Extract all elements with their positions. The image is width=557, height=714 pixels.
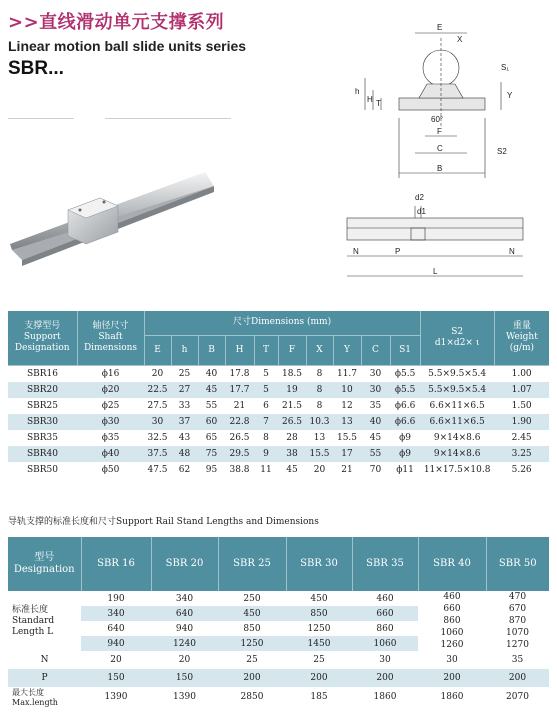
table-cell: ϕ6.6: [390, 414, 420, 430]
table-row: [8, 398, 549, 414]
dim-head: F: [278, 335, 306, 365]
svg-text:d1: d1: [417, 207, 426, 216]
svg-text:H: H: [367, 95, 373, 104]
table-cell: 17.7: [225, 382, 254, 398]
table-row: [8, 687, 549, 707]
table-cell: 860: [376, 623, 394, 634]
table-cell: 65: [205, 432, 218, 443]
table-cell: 190: [107, 593, 125, 604]
table-cell: SBR16: [26, 368, 58, 379]
table-cell: 45: [369, 432, 382, 443]
table-cell: 27.5: [147, 400, 168, 411]
table-cell: 35: [369, 400, 382, 411]
table-cell: 185: [310, 692, 328, 702]
table-cell: ϕ5.5: [394, 368, 416, 379]
table-cell: 43: [178, 432, 191, 443]
series-code: SBR...: [8, 58, 64, 79]
table-cell: 15.5: [306, 446, 333, 462]
table-cell: 1.90: [494, 414, 549, 430]
table-cell: 2070: [506, 692, 529, 702]
table-cell: 660: [352, 606, 418, 621]
svg-text:T: T: [376, 99, 381, 108]
table-row: [8, 591, 549, 606]
length-value: 470: [508, 592, 527, 602]
table-cell: 13: [313, 432, 326, 443]
table-cell: 8: [316, 400, 323, 411]
table-row: [8, 382, 549, 398]
table-cell: 21.5: [281, 400, 303, 411]
table-row: [8, 365, 549, 382]
table-cell: ϕ50: [101, 464, 120, 475]
sbr40-lengths: [418, 591, 486, 651]
table-cell: 27: [171, 382, 198, 398]
table-cell: 8: [306, 382, 333, 398]
side-view-drawing: [345, 192, 545, 284]
rail-length-table: [8, 537, 549, 707]
table-cell: 5: [254, 382, 278, 398]
svg-text:B: B: [437, 164, 443, 173]
table-cell: 340: [81, 606, 151, 621]
table-cell: 640: [107, 623, 125, 634]
table-cell: 95: [205, 464, 218, 475]
table-cell: 55: [205, 400, 218, 411]
table-cell: 1240: [151, 636, 218, 651]
svg-text:F: F: [437, 127, 442, 136]
table-cell: 5.5×9.5×5.4: [420, 382, 494, 398]
table-cell: 38.8: [229, 464, 250, 475]
table-cell: 13: [333, 414, 361, 430]
table-cell: 20: [151, 368, 164, 379]
svg-text:h: h: [355, 87, 360, 96]
table-cell: 11: [260, 464, 272, 475]
table-cell: 1450: [286, 636, 352, 651]
col-designation: 型号 Designation: [8, 537, 81, 591]
svg-text:E: E: [437, 23, 443, 32]
table-cell: 640: [151, 606, 218, 621]
dim-head: h: [171, 335, 198, 365]
table-cell: SBR35: [26, 432, 58, 443]
table-cell: 55: [361, 446, 390, 462]
col-shaft: 轴径尺寸 Shaft Dimensions: [77, 311, 144, 365]
page-title-en: Linear motion ball slide units series: [8, 38, 247, 54]
table-cell: ϕ25: [101, 400, 120, 411]
table-cell: 6.6×11×6.5: [420, 414, 494, 430]
table-row: [8, 446, 549, 462]
table-cell: 200: [486, 669, 549, 687]
table-cell: 9×14×8.6: [420, 446, 494, 462]
cross-section-drawing: [345, 18, 545, 190]
model-head: SBR 40: [418, 537, 486, 591]
table-cell: 30: [379, 655, 391, 665]
table-cell: 17: [333, 446, 361, 462]
table-cell: 1390: [104, 692, 128, 702]
table-cell: 9: [254, 446, 278, 462]
dim-head: C: [361, 335, 390, 365]
length-value: 860: [443, 616, 461, 626]
table-cell: 10.3: [306, 414, 333, 430]
table-cell: 450: [310, 593, 328, 604]
svg-text:d2: d2: [415, 193, 424, 202]
table-cell: 11×17.5×10.8: [423, 464, 491, 475]
table-cell: 5.5×9.5×5.4: [428, 368, 487, 379]
table-cell: 35: [511, 655, 524, 665]
svg-text:Y: Y: [507, 91, 513, 100]
length-value: 460: [443, 592, 461, 602]
dim-head: T: [254, 335, 278, 365]
table-cell: 5: [263, 368, 269, 379]
svg-text:60°: 60°: [431, 115, 444, 124]
table-cell: 25: [178, 368, 191, 379]
table-cell: ϕ11: [396, 464, 414, 475]
table-cell: 1250: [218, 636, 286, 651]
table-cell: ϕ5.5: [390, 382, 420, 398]
spec-table-body: [8, 365, 549, 478]
table-cell: 200: [352, 669, 418, 687]
table-cell: 20: [313, 464, 326, 475]
table-cell: ϕ9: [390, 446, 420, 462]
dim-head: Y: [333, 335, 361, 365]
table-cell: 30: [369, 368, 382, 379]
table-cell: 460: [376, 593, 394, 604]
table-cell: ϕ16: [101, 368, 120, 379]
table-cell: 38: [278, 446, 306, 462]
dim-head: S1: [390, 335, 420, 365]
table-cell: 22.5: [144, 382, 171, 398]
table-cell: 15.5: [336, 432, 358, 443]
col-dimensions: 尺寸Dimensions (mm): [144, 311, 420, 335]
table-cell: SBR50: [26, 464, 58, 475]
length-value: 1260: [440, 640, 464, 650]
table-cell: 3.25: [494, 446, 549, 462]
table-cell: 30: [361, 382, 390, 398]
table-cell: 37: [171, 414, 198, 430]
table-cell: 200: [418, 669, 486, 687]
svg-text:N: N: [509, 247, 515, 256]
table-cell: 2850: [240, 692, 264, 702]
dim-head: H: [225, 335, 254, 365]
table-cell: 21: [341, 464, 353, 475]
col-weight: 重量 Weight (g/m): [494, 311, 549, 365]
rail-section-title: 导轨支撑的标准长度和尺寸Support Rail Stand Lengths and Dimensions: [8, 517, 319, 527]
dim-head: X: [306, 335, 333, 365]
length-value: 870: [508, 616, 527, 626]
table-cell: 340: [175, 593, 194, 604]
table-cell: 2.45: [511, 432, 532, 443]
table-cell: 21: [233, 400, 246, 411]
table-cell: 48: [171, 446, 198, 462]
table-row: [8, 414, 549, 430]
dim-head: B: [198, 335, 225, 365]
table-cell: 37.5: [144, 446, 171, 462]
table-cell: 1.00: [511, 368, 532, 379]
table-row: [8, 430, 549, 446]
table-cell: 20: [178, 655, 191, 665]
table-cell: 200: [286, 669, 352, 687]
table-cell: 5.26: [511, 464, 532, 475]
table-cell: 10: [333, 382, 361, 398]
table-cell: 1.50: [511, 400, 532, 411]
table-cell: SBR40: [8, 446, 77, 462]
svg-text:S₁: S₁: [501, 63, 510, 72]
table-cell: 45: [286, 464, 298, 475]
table-cell: 60: [198, 414, 225, 430]
length-value: 670: [508, 604, 527, 614]
table-cell: SBR25: [26, 400, 58, 411]
length-value: 1060: [440, 628, 464, 638]
table-cell: 1.07: [494, 382, 549, 398]
svg-text:N: N: [353, 247, 359, 256]
table-cell: 18.5: [281, 368, 303, 379]
table-cell: 20: [110, 655, 122, 665]
model-head: SBR 30: [286, 537, 352, 591]
table-cell: 850: [286, 606, 352, 621]
table-cell: 6: [263, 400, 269, 411]
table-cell: 1250: [307, 623, 331, 634]
table-cell: 47.5: [147, 464, 168, 475]
table-cell: ϕ30: [77, 414, 144, 430]
table-cell: 1860: [440, 692, 464, 702]
table-cell: 8: [263, 432, 269, 443]
row-label: 最大长度Max.length: [12, 688, 58, 707]
length-value: 1070: [506, 628, 529, 638]
table-cell: 40: [205, 368, 218, 379]
table-cell: 32.5: [147, 432, 168, 443]
table-cell: 1390: [173, 692, 196, 702]
dim-head: E: [144, 335, 171, 365]
table-cell: SBR30: [8, 414, 77, 430]
length-value: 660: [443, 604, 461, 614]
table-cell: SBR20: [8, 382, 77, 398]
table-cell: 62: [178, 464, 191, 475]
table-cell: 17.8: [229, 368, 250, 379]
std-length-label: 标准长度 Standard Length L: [8, 591, 81, 651]
table-cell: 11.7: [336, 368, 358, 379]
rail-table-body: [8, 591, 549, 707]
table-cell: 7: [254, 414, 278, 430]
table-cell: 29.5: [225, 446, 254, 462]
table-cell: 25: [313, 655, 325, 665]
table-cell: 1860: [373, 692, 397, 702]
model-head: SBR 35: [352, 537, 418, 591]
table-cell: 26.5: [278, 414, 306, 430]
table-cell: ϕ20: [77, 382, 144, 398]
row-label: N: [40, 655, 49, 665]
svg-text:L: L: [433, 267, 438, 276]
table-row: [8, 669, 549, 687]
divider: [105, 118, 231, 119]
model-head: SBR 20: [151, 537, 218, 591]
length-value: 1270: [506, 640, 529, 650]
row-label: P: [8, 669, 81, 687]
table-cell: 25: [246, 655, 258, 665]
table-cell: 250: [243, 593, 261, 604]
svg-text:C: C: [437, 144, 443, 153]
page-title-cn: >>直线滑动单元支撑系列: [8, 12, 225, 33]
table-cell: 150: [81, 669, 151, 687]
col-designation: 支撑型号 Support Designation: [8, 311, 77, 365]
table-cell: 19: [278, 382, 306, 398]
model-head: SBR 16: [81, 537, 151, 591]
table-cell: 940: [175, 623, 194, 634]
table-cell: ϕ35: [101, 432, 120, 443]
table-row: [8, 462, 549, 478]
table-cell: ϕ40: [77, 446, 144, 462]
table-cell: 940: [81, 636, 151, 651]
table-cell: 30: [446, 655, 458, 665]
table-row: [8, 651, 549, 669]
table-cell: 33: [178, 400, 191, 411]
spec-table: [8, 311, 549, 478]
table-cell: ϕ6.6: [394, 400, 416, 411]
table-cell: 22.8: [225, 414, 254, 430]
svg-text:P: P: [395, 247, 401, 256]
table-cell: 26.5: [229, 432, 250, 443]
table-cell: 9×14×8.6: [433, 432, 481, 443]
table-cell: 12: [341, 400, 353, 411]
table-cell: 450: [218, 606, 286, 621]
svg-text:S2: S2: [497, 147, 507, 156]
table-cell: ϕ9: [399, 432, 411, 443]
model-head: SBR 25: [218, 537, 286, 591]
table-cell: 150: [151, 669, 218, 687]
table-cell: 40: [361, 414, 390, 430]
col-s2: S2 d1×d2× ι: [420, 311, 494, 365]
divider: [8, 118, 74, 119]
table-cell: 6.6×11×6.5: [429, 400, 485, 411]
table-cell: 75: [198, 446, 225, 462]
table-cell: 850: [243, 623, 261, 634]
table-cell: 8: [316, 368, 323, 379]
sbr50-lengths: [486, 591, 549, 651]
table-cell: 30: [144, 414, 171, 430]
table-cell: 200: [218, 669, 286, 687]
table-cell: 70: [369, 464, 382, 475]
product-image: [0, 150, 250, 275]
table-cell: 45: [198, 382, 225, 398]
table-cell: 1060: [352, 636, 418, 651]
model-head: SBR 50: [486, 537, 549, 591]
svg-text:X: X: [457, 35, 463, 44]
table-cell: 28: [286, 432, 298, 443]
